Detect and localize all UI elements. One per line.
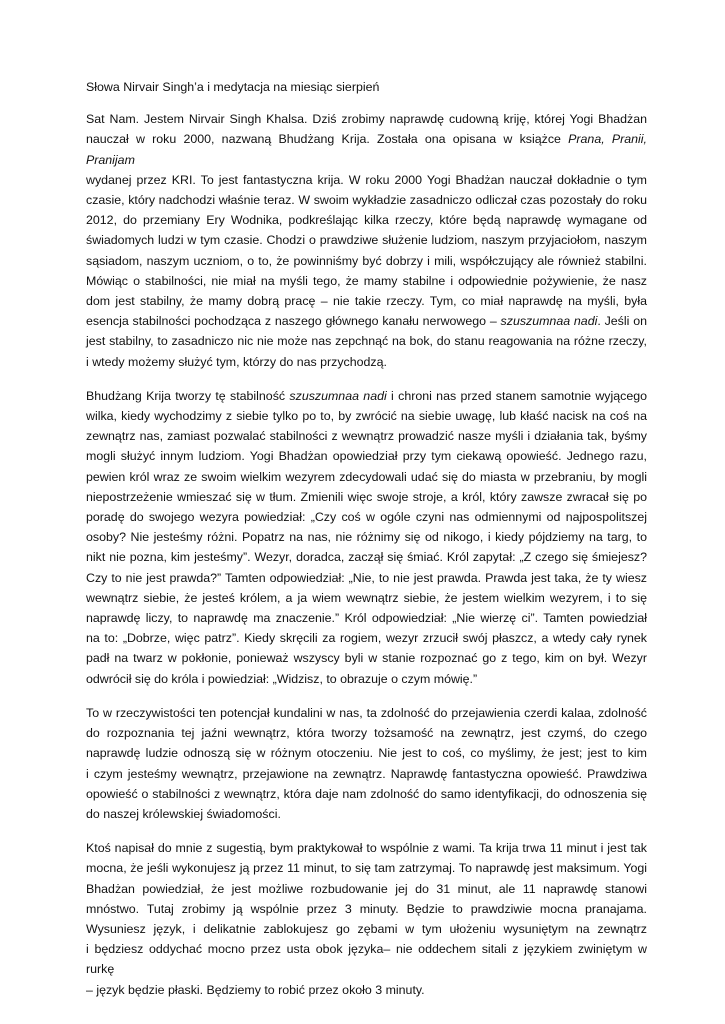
text-line: świadomych ludzi w tym czasie. Chodzi o prawdziwe służenie ludziom, naszym przyjaciołom, naszym (86, 233, 647, 248)
text-line: Czy to nie jest prawda?” Tamten odpowiedział: „Nie, to nie jest prawda. Prawda jest taka, że ty wiesz (86, 570, 647, 585)
text-line: Sat Nam. Jestem Nirvair Singh Khalsa. Dziś zrobimy naprawdę cudowną kriję, której Yogi Bhadżan (86, 112, 647, 127)
text-line: Wysuniesz język, i delikatnie zablokujesz go zębami w tym ułożeniu wysuniętym na zewnątrz (86, 921, 647, 936)
text-line: pewien król wraz ze swoim wielkim wezyrem zdecydowali udać się do miasta w przebraniu, by mogli (86, 469, 647, 484)
text-line: Mówiąc o stabilności, nie miał na myśli tego, że mamy stabilne i odpowiednie pożywienie, że nasz (86, 273, 647, 288)
paragraph (86, 109, 647, 372)
italic-term: szuszumnaa nadi (500, 314, 598, 329)
text-line: wydanej przez KRI. To jest fantastyczna krija. W roku 2000 Yogi Bhadżan nauczał dokładnie o tym (86, 172, 647, 187)
text-line: odwrócił się do króla i powiedział: „Widzisz, to obrazuje o czym mówię.” (86, 671, 478, 686)
text-line: Bhadżan powiedział, że jest możliwe rozbudowanie jej do 31 minut, ale 11 naprawdę stanowi (86, 881, 647, 896)
text-line: i wtedy możemy służyć tym, którzy do nas przychodzą. (86, 354, 387, 369)
text-line: 2012, do przemiany Ery Wodnika, podkreślając kilka rzeczy, które będą naprawdę wymagane od (86, 213, 647, 228)
text-line: i czym jesteśmy wewnątrz, przejawione na zewnątrz. Naprawdę fantastyczna opowieść. Prawdziwa (86, 766, 647, 781)
text-line: dom jest stabilny, że mamy dobrą pracę – nie takie rzeczy. Tym, co miał naprawdę na myśli, była (86, 294, 647, 309)
document-body (86, 109, 647, 1000)
text-line: padł na twarz w pokłonie, ponieważ wszyscy byli w stanie rozpoznać go z tego, kim on był. Wezyr (86, 651, 647, 666)
paragraph (86, 838, 647, 1000)
text-line: czasie, który nadchodzi właśnie teraz. W swoim wykładzie zasadniczo odliczał czas pozostały do roku (86, 193, 647, 208)
text-line: niepostrzeżenie wmieszać się w tłum. Zmienili więc swoje stroje, a król, który zawsze zwracał się po (86, 489, 647, 504)
text-line: To w rzeczywistości ten potencjał kundalini w nas, ta zdolność do przejawienia czerdi kalaa, zdolność (86, 705, 647, 720)
text-line: mnóstwo. Tutaj zrobimy ją wspólnie przez 3 minuty. Będzie to prawdziwie mocna pranajama. (86, 901, 647, 916)
text-line: naprawdę liczy, to naprawdę ma znaczenie.” Król odpowiedział: „Nie wierzę ci”. Tamten powiedział (86, 611, 647, 626)
text-line: opowieść o stabilności z wewnątrz, która daje nam zdolność do samo identyfikacji, do odnoszenia się (86, 786, 647, 801)
paragraph (86, 703, 647, 824)
text-line: poradę do swojego wezyra powiedział: „Czy coś w ogóle czyni nas odmiennymi od najpospolitszej (86, 510, 647, 525)
text-line: Bhudżang Krija tworzy tę stabilność szuszumnaa nadi i chroni nas przed stanem samotnie wyjącego (86, 388, 647, 403)
text-line: mocna, że jeśli wykonujesz ją przez 11 minut, to się tam zatrzymaj. To naprawdę jest maksimum. Yogi (86, 861, 647, 876)
text-line: wewnątrz siebie, że jesteś królem, a ja wiem wewnątrz siebie, że jestem wielkim wezyrem, i to się (86, 590, 647, 605)
text-line: – język będzie płaski. Będziemy to robić przez około 3 minuty. (86, 982, 425, 997)
text-line: sąsiadom, naszym uczniom, o to, że powinniśmy być dobrzy i mili, współczujący ale również stabilni. (86, 253, 647, 268)
text-line: wilka, kiedy wychodzimy z siebie tylko po to, by zwrócić na siebie uwagę, lub kłaść nacisk na coś na (86, 409, 647, 424)
text-line: do naszej królewskiej świadomości. (86, 806, 281, 821)
text-line: nauczał w roku 2000, nazwaną Bhudżang Krija. Została ona opisana w książce Prana, Pranii, Pranijam (86, 132, 647, 167)
text-line: Ktoś napisał do mnie z sugestią, bym praktykował to wspólnie z wami. Ta krija trwa 11 minut i jest tak (86, 841, 647, 856)
text-line: naprawdę ludzie odnoszą się w różnym otoczeniu. Nie jest to coś, co myślimy, że jest; jest to kim (86, 746, 647, 761)
text-line: jest stabilny, to zasadniczo nic nie może nas zepchnąć na bok, do stanu reagowania na różne rzeczy, (86, 334, 647, 349)
italic-term: szuszumnaa nadi (289, 388, 387, 403)
text-line: do rozpoznania tej jaźni wewnątrz, która tworzy tożsamość na zewnątrz, jest czymś, do czego (86, 726, 647, 741)
text-line: esencja stabilności pochodząca z naszego głównego kanału nerwowego – szuszumnaa nadi. Jeśli on (86, 314, 647, 329)
document-title: Słowa Nirvair Singh’a i medytacja na miesiąc sierpień (86, 80, 380, 94)
text-line: osoby? Nie jesteśmy różni. Popatrz na nas, nie różnimy się od nikogo, i kiedy pójdziemy na targ, to (86, 530, 647, 545)
italic-term: Prana, Pranii, Pranijam (86, 132, 647, 167)
text-line: nikt nie pozna, kim jesteśmy”. Wezyr, doradca, zaczął się śmiać. Król zapytał: „Z czego się śmiejesz? (86, 550, 647, 565)
text-line: na to: „Dobrze, więc patrz”. Kiedy skręcili za rogiem, wezyr zrzucił swój płaszcz, a wtedy cały rynek (86, 631, 647, 646)
paragraph (86, 386, 647, 689)
text-line: mogli służyć innym ludziom. Yogi Bhadżan opowiedział przy tym ciekawą opowieść. Jednego razu, (86, 449, 647, 464)
text-line: zewnątrz nas, zamiast pozwalać stabilności z wewnątrz prowadzić nasze myśli i działania tak, byśmy (86, 429, 647, 444)
text-line: i będziesz oddychać mocno przez usta obok języka– nie oddechem sitali z językiem zwiniętym w rurkę (86, 942, 647, 977)
